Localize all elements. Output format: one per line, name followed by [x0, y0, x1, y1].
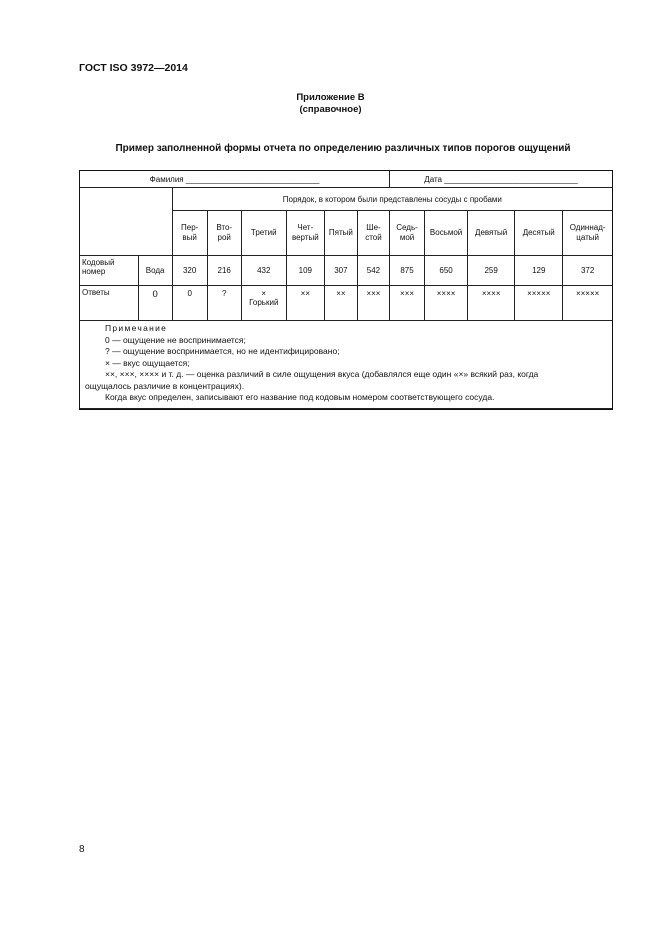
code-number-cell: 650 [425, 256, 468, 286]
answer-cell: × Горький [241, 286, 286, 321]
column-header: Девятый [468, 211, 515, 256]
column-header: Пер- вый [172, 211, 207, 256]
appendix-title: Приложение В [296, 92, 365, 103]
answer-cell: ×××× [468, 286, 515, 321]
answer-cell: ? [207, 286, 241, 321]
column-header: Третий [241, 211, 286, 256]
document-header: ГОСТ ISO 3972—2014 [79, 62, 188, 74]
answers-label: Ответы [80, 286, 138, 321]
note-block [82, 321, 610, 408]
note-line: × — вкус ощущается; [105, 357, 190, 368]
date-line: ______________________________ [444, 174, 578, 184]
answer-cell: ×× [324, 286, 357, 321]
appendix-subtitle: (справочное) [299, 104, 362, 115]
column-header: Восьмой [425, 211, 468, 256]
column-header: Ше- стой [357, 211, 389, 256]
code-number-cell: 129 [515, 256, 563, 286]
answer-cell: ××××× [515, 286, 563, 321]
answer-cell: ××× [390, 286, 425, 321]
page-number: 8 [79, 844, 85, 855]
water-label: Вода [138, 256, 172, 286]
answer-cell: 0 [172, 286, 207, 321]
report-table [80, 171, 612, 409]
order-header: Порядок, в котором были представлены сосуды с пробами [172, 188, 612, 211]
note-line: ××, ×××, ×××× и т. д. — оценка различий в силе ощущения вкуса (добавлялся еще один «×» всякий раз, когда [105, 369, 539, 379]
code-label: Кодовый номер [80, 256, 138, 286]
answer-cell: ××× [357, 286, 389, 321]
surname-label: Фамилия [149, 174, 184, 184]
code-number-cell: 320 [172, 256, 207, 286]
answer-cell: ×××× [425, 286, 468, 321]
note-line: ощущалось различие в концентрациях). [85, 380, 245, 391]
report-form [79, 170, 613, 410]
code-number-cell: 216 [207, 256, 241, 286]
column-header: Десятый [515, 211, 563, 256]
code-number-cell: 542 [357, 256, 389, 286]
code-number-cell: 432 [241, 256, 286, 286]
column-header: Одиннад- цатый [563, 211, 612, 256]
code-number-cell: 372 [563, 256, 612, 286]
note-line: 0 — ощущение не воспринимается; [105, 334, 246, 345]
date-label: Дата [424, 174, 442, 184]
note-line: Когда вкус определен, записывают его название под кодовым номером соответствующего сосуда. [105, 392, 495, 402]
answer-cell: ×× [286, 286, 324, 321]
note-heading: Примечание [105, 323, 168, 333]
note-cell [80, 321, 612, 409]
column-header: Вто- рой [207, 211, 241, 256]
surname-line: ______________________________ [185, 174, 320, 184]
answer-cell: ××××× [563, 286, 612, 321]
surname-field [80, 171, 390, 188]
column-header: Чет- вертый [286, 211, 324, 256]
column-header: Пятый [324, 211, 357, 256]
code-number-cell: 109 [286, 256, 324, 286]
empty-corner-cell [80, 188, 172, 256]
water-answer: 0 [138, 286, 172, 321]
code-number-cell: 875 [390, 256, 425, 286]
date-field [390, 171, 612, 188]
code-number-cell: 259 [468, 256, 515, 286]
note-line: ? — ощущение воспринимается, но не идентифицировано; [105, 346, 340, 356]
code-number-cell: 307 [324, 256, 357, 286]
column-header: Седь- мой [390, 211, 425, 256]
section-title: Пример заполненной формы отчета по определению различных типов порогов ощущений [115, 143, 571, 154]
